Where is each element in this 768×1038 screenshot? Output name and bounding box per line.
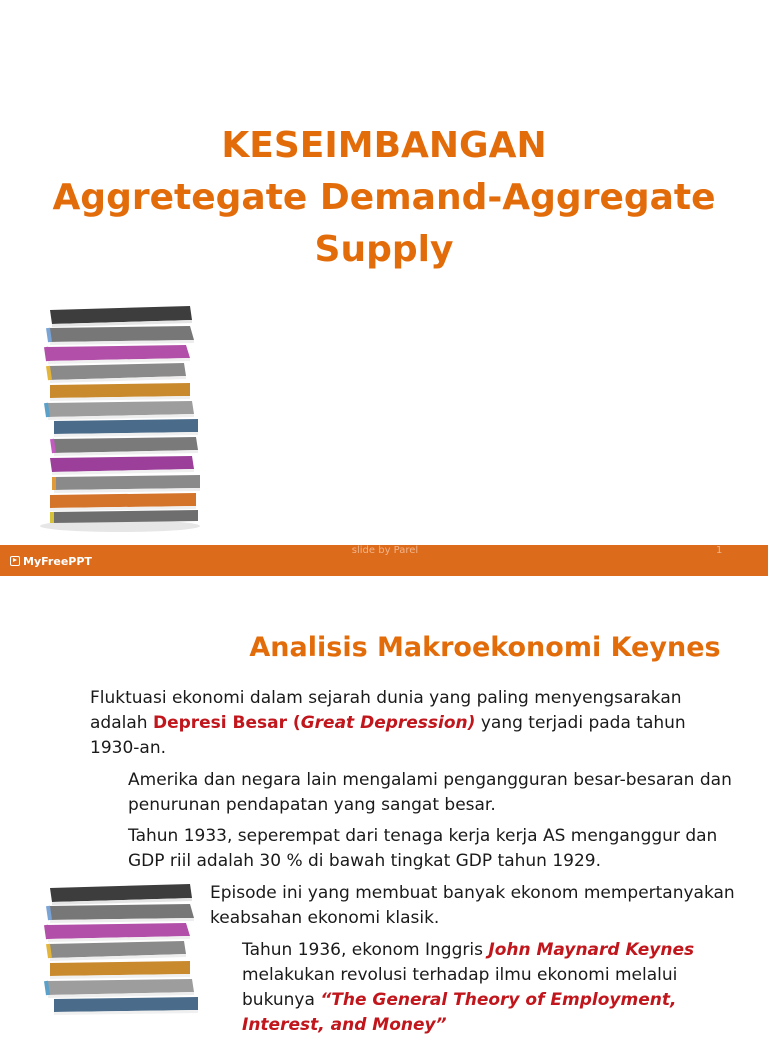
paragraph-1933: Tahun 1933, seperempat dari tenaga kerja kerja AS menganggur dan GDP riil adalah 30 % di bawah tingkat GDP tahun 1929. — [128, 826, 718, 871]
book-stack-icon — [40, 878, 210, 1018]
slide-1-title — [0, 120, 768, 276]
paragraph-unemployment: Amerika dan negara lain mengalami pengangguran besar-besaran dan penurunan pendapatan yang sangat besar. — [128, 770, 732, 815]
title-line-3: Supply — [314, 229, 454, 270]
p1-highlight-b: Great Depression) — [300, 713, 476, 733]
paragraph-keynes — [242, 938, 752, 1038]
logo-text: MyFreePPT — [23, 554, 92, 568]
paragraph-great-depression — [90, 686, 730, 761]
p5-text-b: melakukan revolusi terhadap ilmu ekonomi melalui bukunya — [242, 965, 678, 1010]
title-line-1: KESEIMBANGAN — [221, 125, 547, 166]
page-number: 1 — [716, 545, 723, 556]
play-square-icon — [10, 556, 20, 566]
slide-footer — [0, 545, 768, 576]
p5-name: John Maynard Keynes — [488, 940, 695, 960]
p5-text-a: Tahun 1936, ekonom Inggris — [242, 940, 489, 960]
footer-credit: slide by Parel — [351, 545, 419, 556]
myfreeppt-logo — [10, 554, 92, 568]
p1-highlight-a: Depresi Besar ( — [152, 713, 301, 733]
book-stack-icon — [40, 300, 210, 532]
p5-book: “The General Theory of Employment, Interest, and Money” — [242, 990, 677, 1035]
title-line-2: Aggretegate Demand-Aggregate — [52, 177, 716, 218]
p1-text-b: yang terjadi pada tahun 1930-an. — [90, 713, 686, 758]
p1-text-a: Fluktuasi ekonomi dalam sejarah dunia yang paling menyengsarakan adalah — [90, 688, 682, 733]
slide-2 — [0, 578, 768, 1035]
paragraph-episode: Episode ini yang membuat banyak ekonom mempertanyakan keabsahan ekonomi klasik. — [210, 883, 735, 928]
slide-2-title: Analisis Makroekonomi Keynes — [249, 632, 721, 663]
